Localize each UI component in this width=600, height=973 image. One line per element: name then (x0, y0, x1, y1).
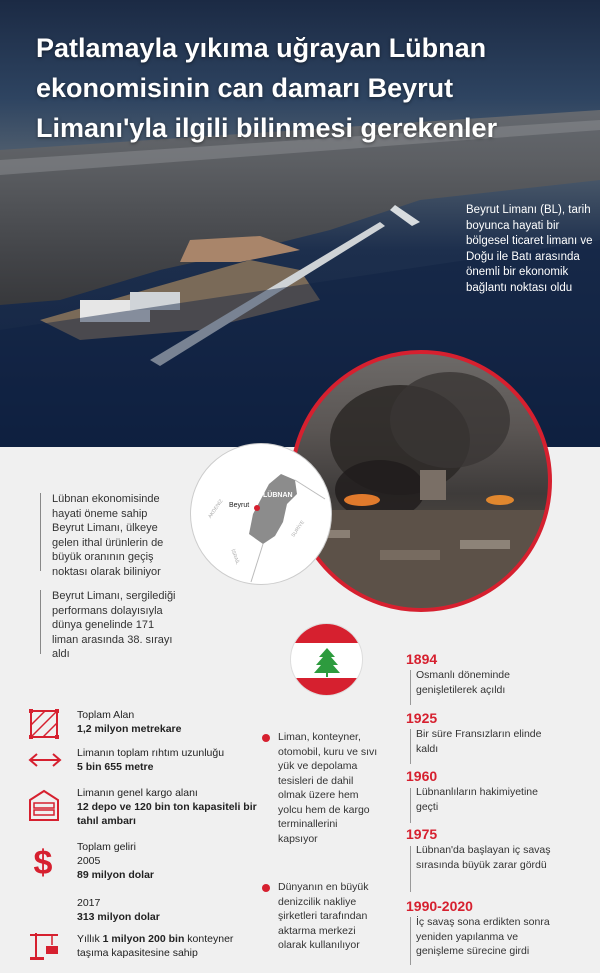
area-icon (28, 708, 60, 740)
timeline-line (410, 917, 411, 965)
bullet-icon (262, 884, 270, 892)
timeline-year: 1894 (406, 651, 438, 667)
stat-area-label: Toplam Alan (77, 709, 135, 721)
divider-line (40, 590, 41, 654)
lebanon-flag-icon (290, 623, 363, 696)
timeline-year: 1925 (406, 710, 438, 726)
timeline-text: İç savaş sona erdikten sonra yeniden yapılanma ve genişleme sürecine girdi (416, 916, 550, 957)
svg-text:$: $ (33, 844, 53, 878)
lebanon-map (190, 443, 332, 585)
stat-quay-label: Limanın toplam rıhtım uzunluğu (77, 747, 225, 759)
stat-revenue-value2: 313 milyon dolar (77, 911, 160, 923)
timeline-line (410, 670, 411, 705)
ranking-paragraph: Beyrut Limanı, sergilediği performans dolayısıyla dünya genelinde 171 liman arasında 38. sırayı aldı (52, 590, 176, 660)
transshipment-text: Dünyanın en büyük denizcilik nakliye şirketleri tarafından aktarma merkezi olarak kullanılıyor (278, 881, 369, 951)
double-arrow-icon (28, 752, 62, 768)
page-title: Patlamayla yıkıma uğrayan Lübnan ekonomisinin can damarı Beyrut Limanı'yla ilgili bilinmesi gerekenler (36, 33, 498, 143)
timeline-text: Lübnan'da başlayan iç savaş sırasında büyük zarar gördü (416, 844, 551, 871)
bullet-icon (262, 734, 270, 742)
stat-revenue-year2: 2017 (77, 897, 101, 909)
beirut-marker-icon (254, 505, 260, 511)
stat-cargo (77, 786, 257, 828)
stat-revenue (77, 840, 160, 924)
stat-quay-value: 5 bin 655 metre (77, 761, 154, 773)
timeline-year: 1960 (406, 768, 438, 784)
map-israel-label: İSRAİL (229, 548, 241, 566)
stat-capacity-suffix: konteyner taşıma kapasitesine sahip (77, 933, 234, 959)
terminals-text: Liman, konteyner, otomobil, kuru ve sıvı yük ve depolama tesisleri de dahil olmak üzere hem yolcu hem de kargo terminallerini kapsıyor (278, 731, 378, 845)
map-country-label: LÜBNAN (263, 492, 293, 499)
dollar-icon (28, 842, 58, 878)
timeline-line (410, 846, 411, 892)
hero-description: Beyrut Limanı (BL), tarih boyunca hayati bir bölgesel ticaret limanı ve Doğu ile Batı arasında önemli bir ekonomik bağlantı noktası oldu (466, 204, 593, 294)
stat-capacity-value: 1 milyon 200 bin (102, 933, 185, 945)
warehouse-icon (28, 788, 60, 822)
stat-cargo-label: Limanın genel kargo alanı (77, 787, 198, 799)
stat-revenue-value1: 89 milyon dolar (77, 869, 155, 881)
timeline-year: 1975 (406, 826, 438, 842)
stat-capacity (77, 932, 262, 960)
map-sea-label: AKDENİZ (207, 498, 225, 520)
map-syria-label: SURİYE (290, 519, 307, 539)
map-city-label: Beyrut (229, 502, 250, 509)
stat-revenue-label: Toplam geliri (77, 841, 136, 853)
stat-area (77, 708, 181, 736)
stat-cargo-value: 12 depo ve 120 bin ton kapasiteli bir tahıl ambarı (77, 801, 257, 827)
divider-line (40, 493, 41, 571)
timeline-text: Bir süre Fransızların elinde kaldı (416, 728, 542, 755)
timeline-year: 1990-2020 (406, 898, 473, 914)
stat-capacity-prefix: Yıllık (77, 933, 103, 945)
intro-paragraph: Lübnan ekonomisinde hayati öneme sahip Beyrut Limanı, ülkeye gelen ithal ürünlerin de büyük oranının geçiş noktası olarak biliniyor (52, 493, 164, 578)
timeline-line (410, 729, 411, 764)
timeline-text: Lübnanlıların hakimiyetine geçti (416, 786, 538, 813)
timeline-line (410, 788, 411, 823)
stat-quay (77, 746, 224, 774)
stat-area-value: 1,2 milyon metrekare (77, 723, 182, 735)
timeline-text: Osmanlı döneminde genişletilerek açıldı (416, 669, 510, 696)
stat-revenue-year1: 2005 (77, 855, 101, 867)
crane-icon (28, 929, 60, 961)
